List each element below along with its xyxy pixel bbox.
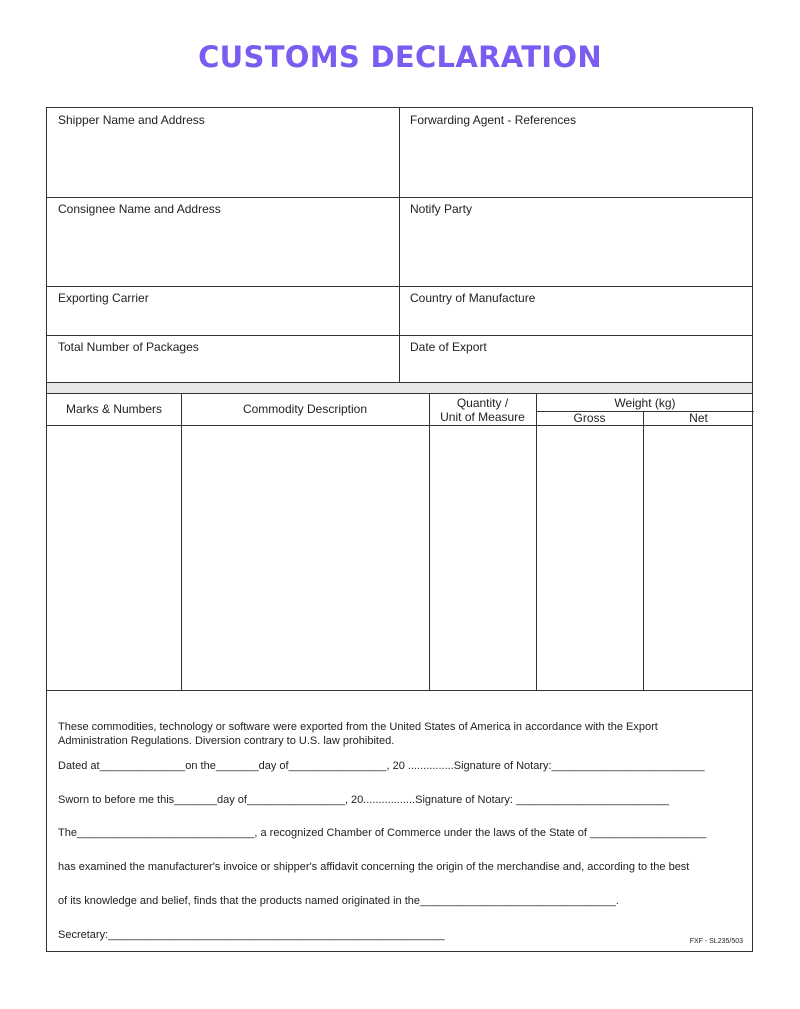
marks-numbers-cell[interactable]	[47, 425, 181, 690]
net-weight-cell[interactable]	[643, 425, 754, 690]
marks-numbers-header: Marks & Numbers	[65, 402, 163, 416]
commodity-description-cell[interactable]	[181, 425, 429, 690]
notify-party-label: Notify Party	[410, 202, 473, 216]
origin-line: of its knowledge and belief, finds that the products named originated in the________________________________.	[58, 895, 619, 907]
customs-declaration-form	[46, 107, 753, 952]
country-of-manufacture-field[interactable]	[399, 286, 754, 335]
declaration-statement: These commodities, technology or software were exported from the United States of America in accordance with the Export	[58, 721, 658, 733]
weight-header: Weight (kg)	[614, 396, 676, 410]
forwarding-agent-field[interactable]	[399, 108, 754, 197]
exporting-carrier-label: Exporting Carrier	[58, 291, 149, 305]
country-of-manufacture-label: Country of Manufacture	[410, 291, 536, 305]
total-packages-label: Total Number of Packages	[58, 340, 199, 354]
quantity-cell[interactable]	[429, 425, 536, 690]
shipper-field[interactable]	[47, 108, 399, 197]
net-weight-header: Net	[689, 411, 708, 425]
table-bottom-divider	[47, 690, 752, 691]
commodity-description-header: Commodity Description	[242, 402, 368, 416]
exporting-carrier-field[interactable]	[47, 286, 399, 335]
section-separator	[47, 382, 752, 394]
examined-line: has examined the manufacturer's invoice or shipper's affidavit concerning the origin of the merchandise and, according to the best	[58, 861, 690, 873]
declaration-statement: Administration Regulations. Diversion contrary to U.S. law prohibited.	[58, 735, 395, 747]
quantity-header: Quantity /	[456, 396, 509, 410]
consignee-label: Consignee Name and Address	[58, 202, 221, 216]
shipper-label: Shipper Name and Address	[58, 113, 205, 127]
total-packages-field[interactable]	[47, 335, 399, 382]
date-of-export-label: Date of Export	[410, 340, 487, 354]
gross-weight-header: Gross	[573, 411, 606, 425]
sworn-line: Sworn to before me this_______day of________________, 20.................Signature of Notary: _________________________	[58, 794, 669, 806]
forwarding-agent-label: Forwarding Agent - References	[410, 113, 577, 127]
secretary-line: Secretary:_______________________________________________________	[58, 929, 445, 941]
notify-party-field[interactable]	[399, 197, 754, 286]
form-code: FXF - SL235/503	[689, 938, 743, 945]
dated-line: Dated at______________on the_______day of________________, 20 ...............Signature of Notary:_________________________	[58, 760, 705, 772]
date-of-export-field[interactable]	[399, 335, 754, 382]
gross-weight-cell[interactable]	[536, 425, 643, 690]
page-title: CUSTOMS DECLARATION	[198, 40, 602, 74]
chamber-line: The_____________________________, a recognized Chamber of Commerce under the laws of the State of ___________________	[58, 827, 707, 839]
consignee-field[interactable]	[47, 197, 399, 286]
unit-of-measure-header: Unit of Measure	[440, 410, 525, 424]
